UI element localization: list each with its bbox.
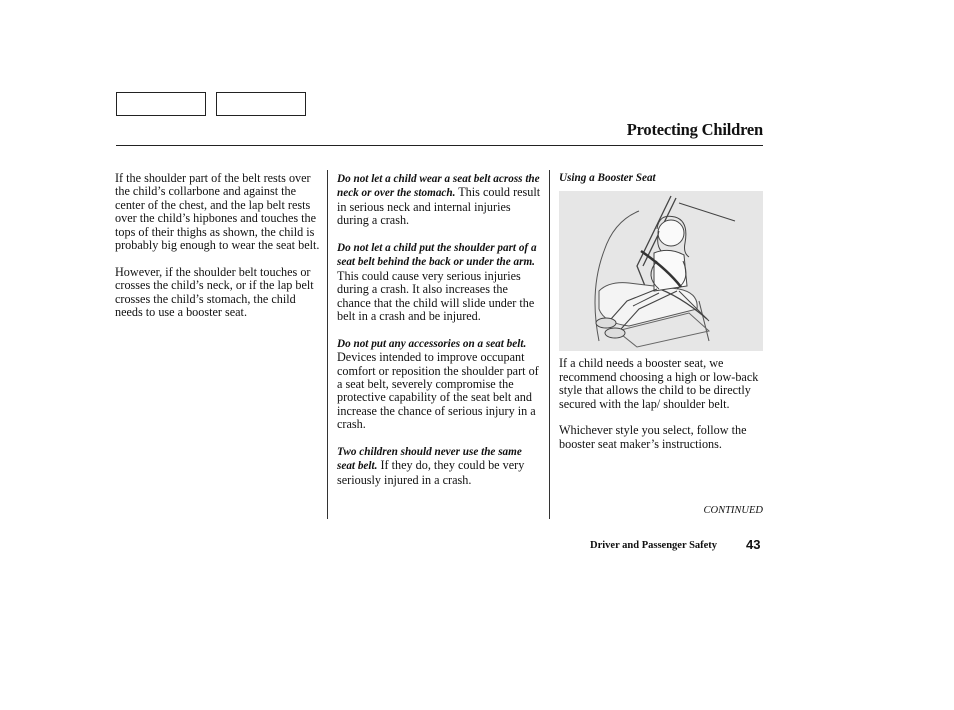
continued-label: CONTINUED — [703, 505, 763, 516]
column-3 — [559, 172, 769, 465]
section-heading: Using a Booster Seat — [559, 172, 656, 184]
warning-heading: Do not let a child wear a seat belt across the neck or over the stomach. — [337, 173, 540, 200]
footer-section-title: Driver and Passenger Safety — [590, 540, 718, 551]
child-in-booster-seat-icon — [559, 191, 763, 351]
page-title: Protecting Children — [626, 120, 763, 139]
column-1 — [115, 172, 320, 333]
warning-heading: Do not let a child put the shoulder part of a seat belt behind the back or under the arm. — [337, 242, 537, 269]
body-paragraph: Whichever style you select, follow the booster seat maker’s instructions. — [559, 423, 747, 451]
warning-paragraph — [337, 241, 542, 323]
previous-section-tab[interactable] — [116, 92, 206, 116]
body-paragraph: If the shoulder part of the belt rests over the child’s collarbone and against the center of the chest, and the lap belt rests over the child’s hipbones and touches the tops of their thighs as shown, the child is probably big enough to wear the seat belt. — [115, 171, 320, 253]
column-2 — [337, 172, 542, 501]
booster-seat-illustration — [559, 191, 763, 351]
warning-heading: Do not put any accessories on a seat belt. — [337, 337, 527, 350]
body-paragraph: However, if the shoulder belt touches or crosses the child’s neck, or if the lap belt crosses the child’s stomach, the child needs to use a booster seat. — [115, 264, 314, 320]
body-paragraph: If a child needs a booster seat, we recommend choosing a high or low-back style that allows the child to be directly secured with the lap/ shoulder belt. — [559, 356, 759, 411]
warning-body: If they do, they could be very seriously injured in a crash. — [337, 458, 525, 487]
column-divider-2 — [549, 170, 550, 519]
column-divider-1 — [327, 170, 328, 519]
next-section-tab[interactable] — [216, 92, 306, 116]
page-number: 43 — [746, 537, 761, 552]
warning-paragraph — [337, 172, 542, 228]
title-divider — [116, 145, 763, 146]
warning-paragraph — [337, 337, 542, 432]
warning-heading: Two children should never use the same seat belt. — [337, 446, 522, 473]
warning-body: This could result in serious neck and internal injuries during a crash. — [337, 185, 541, 228]
warning-body: This could cause very serious injuries during a crash. It also increases the chance that the child will slide under the belt in a crash and be injured. — [337, 268, 535, 324]
warning-paragraph — [337, 445, 542, 487]
warning-body: Devices intended to improve occupant comfort or reposition the shoulder part of a seat belt, severely compromise the protective capability of the seat belt and increase the chance of serious injury in a crash. — [337, 350, 539, 432]
